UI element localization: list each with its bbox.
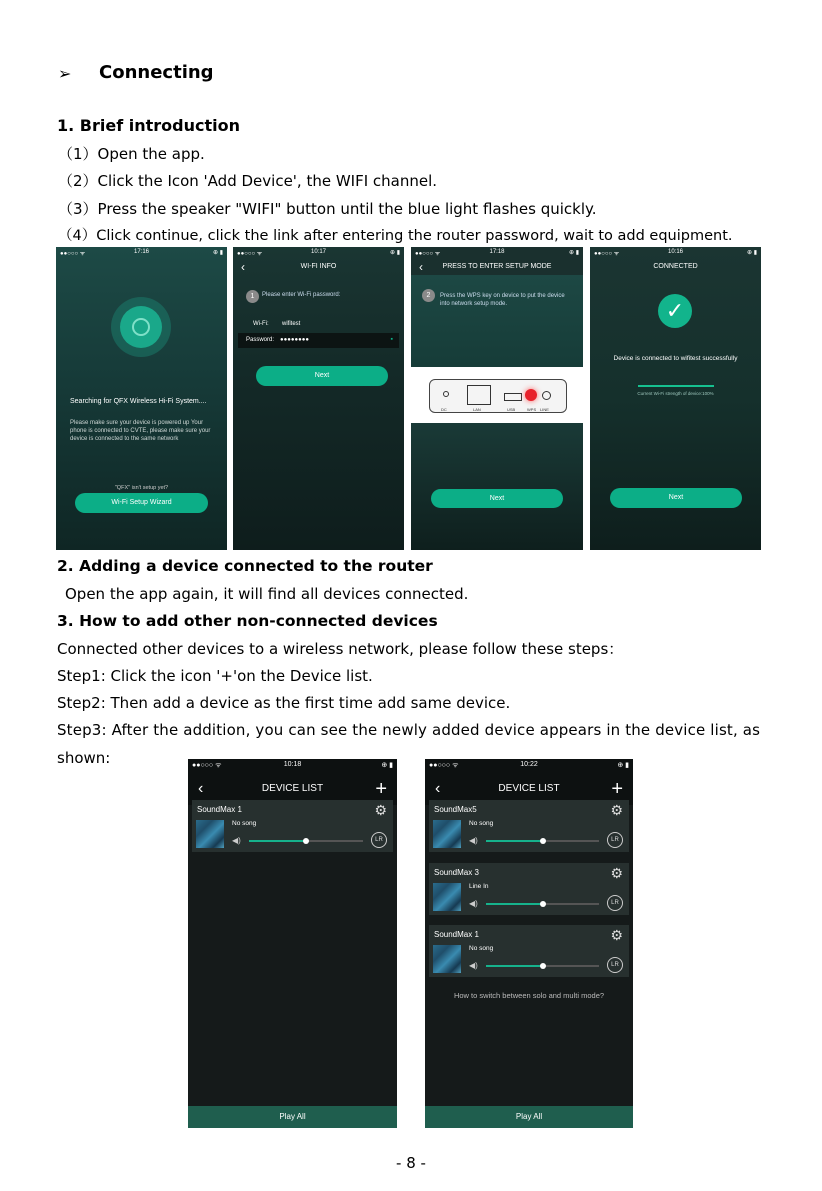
port-label-usb: USB [507,407,516,412]
section3-heading: 3. How to add other non-connected devices [57,612,438,630]
wps-button-highlight [525,389,537,401]
battery-icon: ⊕ ▮ [390,250,400,256]
status-time: 10:17 [310,249,326,255]
status-time: 17:16 [133,249,149,255]
wifi-setup-wizard-button[interactable]: Wi-Fi Setup Wizard [75,493,208,513]
wifi-value: wifitest [282,321,301,327]
bullet-arrow-icon: ➢ [58,64,72,83]
section3-step3-cont: shown: [57,749,111,767]
volume-slider[interactable] [486,840,599,842]
section3-step1: Step1: Click the icon '+'on the Device list. [57,667,373,685]
next-button[interactable]: Next [610,488,742,508]
speaker-icon: ◀) [469,899,478,908]
screen-title: DEVICE LIST [261,783,324,794]
nav-bar [233,259,404,275]
battery-icon: ⊕ ▮ [213,250,223,256]
song-status: Line In [469,883,489,890]
step-1-text: （1）Open the app. [58,145,205,163]
device-card[interactable] [429,863,629,915]
next-button[interactable]: Next [256,366,388,386]
album-art [196,820,224,848]
step-number-badge: 1 [246,290,259,303]
status-time: 10:22 [520,761,538,768]
volume-slider[interactable] [486,903,599,905]
device-name: SoundMax 3 [434,868,479,877]
song-status: No song [469,820,494,827]
lr-channel-button[interactable]: LR [607,957,623,973]
signal-indicator: ●●○○○ ᯤ [594,251,620,257]
volume-slider[interactable] [249,840,363,842]
section3-intro: Connected other devices to a wireless network, please follow these steps： [57,640,624,658]
page-number: - 8 - [396,1154,426,1172]
section3-step3: Step3: After the addition, you can see the newly added device appears in the device list, as [57,721,761,739]
lr-channel-button[interactable]: LR [607,832,623,848]
port-label-wps: WPS [527,407,537,412]
section2-heading: 2. Adding a device connected to the router [57,557,433,575]
instruction-panel [411,275,583,367]
volume-knob[interactable] [540,963,546,969]
volume-knob[interactable] [303,838,309,844]
wifi-strength-bar [638,385,714,387]
step-number-badge: 2 [422,289,435,302]
album-art [433,883,461,911]
screenshot-setup-mode [411,247,583,550]
status-bar [188,759,397,773]
status-bar [425,759,633,773]
searching-text: Searching for QFX Wireless Hi-Fi System.... [70,398,207,405]
status-bar [56,247,227,259]
screenshot-searching [56,247,227,550]
hint-text: Please make sure your device is powered up Your phone is connected to CVTE, please make sure your device is connected to the same network [70,420,211,442]
signal-indicator: ●●○○○ ᯤ [415,251,441,257]
password-label: Password: [246,337,275,343]
password-prompt: Please enter Wi-Fi password: [262,292,341,298]
step-4-text: （4）Click continue, click the link after entering the router password, wait to add equipment. [58,228,733,244]
status-bar [233,247,404,259]
battery-icon: ⊕ ▮ [617,762,629,769]
gear-icon[interactable]: ⚙ [610,802,623,818]
wps-instruction: Press the WPS key on device to put the device into network setup mode. [440,293,565,307]
step-3-text: （3）Press the speaker "WIFI" button until the blue light flashes quickly. [58,200,597,218]
volume-fill [486,903,543,905]
gear-icon[interactable]: ⚙ [610,927,623,943]
screenshot-device-list-1 [188,759,397,1128]
battery-icon: ⊕ ▮ [747,250,757,256]
device-back-panel-image [411,367,583,423]
section3-step2: Step2: Then add a device as the first time add same device. [57,694,511,712]
play-all-button[interactable]: Play All [425,1106,633,1128]
lr-channel-button[interactable]: LR [607,895,623,911]
step-2-text: （2）Click the Icon 'Add Device', the WIFI channel. [58,172,438,190]
status-time: 10:18 [283,761,302,768]
volume-fill [486,965,543,967]
speaker-icon: ◀) [469,836,478,845]
wifi-label: Wi-Fi: [253,321,269,327]
status-time: 17:18 [489,249,505,255]
password-field[interactable] [238,333,399,348]
gear-icon[interactable]: ⚙ [610,865,623,881]
screenshot-wifi-info [233,247,404,550]
back-icon[interactable]: ‹ [241,260,245,274]
status-bar [590,247,761,259]
page-title: Connecting [99,62,214,83]
device-name: SoundMax5 [434,805,477,814]
device-name: SoundMax 1 [434,930,479,939]
play-all-button[interactable]: Play All [188,1106,397,1128]
battery-icon: ⊕ ▮ [381,762,393,769]
port-label-line: LINE [540,407,549,412]
volume-fill [249,840,306,842]
device-card[interactable] [429,925,629,977]
not-setup-link[interactable]: "QFX" isn't setup yet? [114,485,169,491]
screen-title: WI-FI INFO [300,263,337,270]
status-time: 10:16 [667,249,683,255]
battery-icon: ⊕ ▮ [569,250,579,256]
next-button[interactable]: Next [431,489,563,508]
add-device-icon[interactable]: + [375,778,387,800]
screen-title: PRESS TO ENTER SETUP MODE [442,263,552,270]
add-device-icon[interactable]: + [611,778,623,800]
port-label-lan: LAN [473,407,481,412]
device-name: SoundMax 1 [197,805,242,814]
volume-knob[interactable] [540,838,546,844]
back-icon[interactable]: ‹ [198,780,204,797]
status-bar [411,247,583,259]
signal-indicator: ●●○○○ ᯤ [237,251,263,257]
lr-channel-button[interactable]: LR [371,832,387,848]
solo-multi-help-link[interactable]: How to switch between solo and multi mode? [453,991,605,1000]
screenshot-device-list-2 [425,759,633,1128]
nav-bar [411,259,583,275]
song-status: No song [232,820,257,827]
nav-bar [590,259,761,275]
screen-title: DEVICE LIST [498,783,560,794]
checkmark-icon: ✓ [658,294,692,328]
signal-indicator: ●●○○○ ᯤ [192,762,222,769]
device-card[interactable] [429,800,629,852]
album-art [433,945,461,973]
back-icon[interactable]: ‹ [419,260,423,274]
device-card[interactable] [192,800,393,852]
album-art [433,820,461,848]
song-status: No song [469,945,494,952]
gear-icon[interactable]: ⚙ [374,802,387,818]
section1-heading: 1. Brief introduction [57,116,240,135]
speaker-icon: ◀) [232,836,241,845]
password-value: ●●●●●●●● [280,337,309,343]
connected-message: Device is connected to wifitest successfully [613,355,738,362]
back-icon[interactable]: ‹ [435,780,441,797]
signal-indicator: ●●○○○ ᯤ [429,762,459,769]
volume-fill [486,840,543,842]
wifi-strength-fill [638,385,714,387]
screen-title: CONNECTED [653,263,698,270]
lock-icon: ▪ [390,336,393,343]
volume-knob[interactable] [540,901,546,907]
signal-indicator: ●●○○○ ᯤ [60,251,86,257]
section2-text: Open the app again, it will find all devices connected. [65,585,469,603]
speaker-icon: ◀) [469,961,478,970]
screenshot-connected [590,247,761,550]
volume-slider[interactable] [486,965,599,967]
port-label-dc: DC [441,407,447,412]
disc-icon [132,318,150,336]
wifi-strength-text: Current Wi-Fi strength of device:100% [637,391,714,396]
